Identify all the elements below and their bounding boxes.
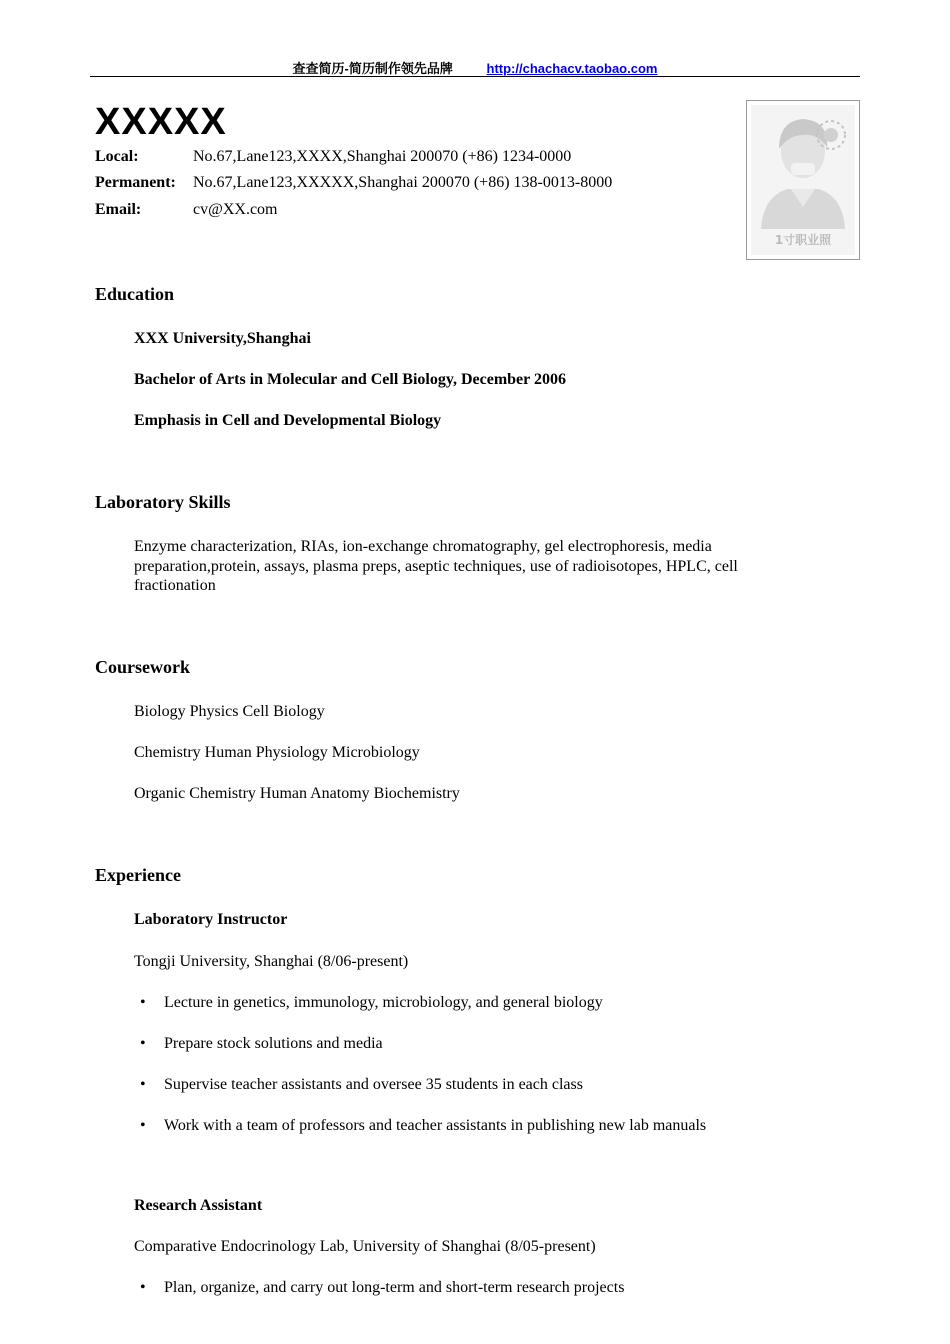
- job-bullet: [140, 1075, 583, 1094]
- lab-skills-text: Enzyme characterization, RIAs, ion-exchange chromatography, gel electrophoresis, media preparation,protein, assays, plasma preps, aseptic techniques, use of radioisotopes, HPLC, cell fractionation: [134, 538, 738, 594]
- bullet-icon: •: [140, 1279, 146, 1296]
- candidate-name: XXXXX: [95, 101, 227, 143]
- contact-value[interactable]: cv@XX.com: [193, 201, 278, 218]
- coursework-line: Organic Chemistry Human Anatomy Biochemistry: [134, 785, 460, 802]
- job-bullet: [140, 1116, 706, 1135]
- job-bullet: [140, 1034, 383, 1053]
- job-place: Comparative Endocrinology Lab, University of Shanghai (8/05-present): [134, 1238, 596, 1255]
- contact-label: Local:: [95, 148, 139, 165]
- bullet-text: Prepare stock solutions and media: [164, 1035, 383, 1052]
- bullet-text: Supervise teacher assistants and oversee 35 students in each class: [164, 1076, 583, 1093]
- photo-caption: 1寸职业照: [774, 233, 832, 247]
- header-brand: 查查简历-简历制作领先品牌: [292, 61, 453, 76]
- coursework-line: Biology Physics Cell Biology: [134, 703, 325, 720]
- coursework-line: Chemistry Human Physiology Microbiology: [134, 744, 420, 761]
- contact-label: Permanent:: [95, 174, 176, 191]
- header-link[interactable]: http://chachacv.taobao.com: [486, 61, 658, 76]
- job-bullet: [140, 1278, 624, 1297]
- page-header: [90, 58, 860, 77]
- bullet-icon: •: [140, 1035, 146, 1052]
- job-bullet: [140, 993, 603, 1012]
- bullet-icon: •: [140, 1117, 146, 1134]
- contact-value: No.67,Lane123,XXXX,Shanghai 200070 (+86) 1234-0000: [193, 148, 572, 165]
- section-heading-coursework: Coursework: [95, 657, 190, 677]
- bullet-icon: •: [140, 1076, 146, 1093]
- education-line: Emphasis in Cell and Developmental Biology: [134, 412, 442, 429]
- bullet-text: Plan, organize, and carry out long-term and short-term research projects: [164, 1279, 625, 1296]
- job-place: Tongji University, Shanghai (8/06-present): [134, 953, 409, 970]
- section-heading-lab-skills: Laboratory Skills: [95, 492, 231, 512]
- section-heading-education: Education: [95, 284, 175, 304]
- person-avatar-icon: [747, 101, 859, 259]
- bullet-icon: •: [140, 994, 146, 1011]
- job-title: Research Assistant: [134, 1197, 263, 1214]
- education-line: Bachelor of Arts in Molecular and Cell Biology, December 2006: [134, 371, 566, 388]
- profile-photo: [746, 100, 860, 260]
- education-line: XXX University,Shanghai: [134, 330, 311, 347]
- bullet-text: Lecture in genetics, immunology, microbiology, and general biology: [164, 994, 603, 1011]
- contact-value: No.67,Lane123,XXXXX,Shanghai 200070 (+86) 138-0013-8000: [193, 174, 613, 191]
- bullet-text: Work with a team of professors and teacher assistants in publishing new lab manuals: [164, 1117, 707, 1134]
- job-title: Laboratory Instructor: [134, 911, 288, 928]
- section-heading-experience: Experience: [95, 865, 181, 885]
- contact-label: Email:: [95, 201, 142, 218]
